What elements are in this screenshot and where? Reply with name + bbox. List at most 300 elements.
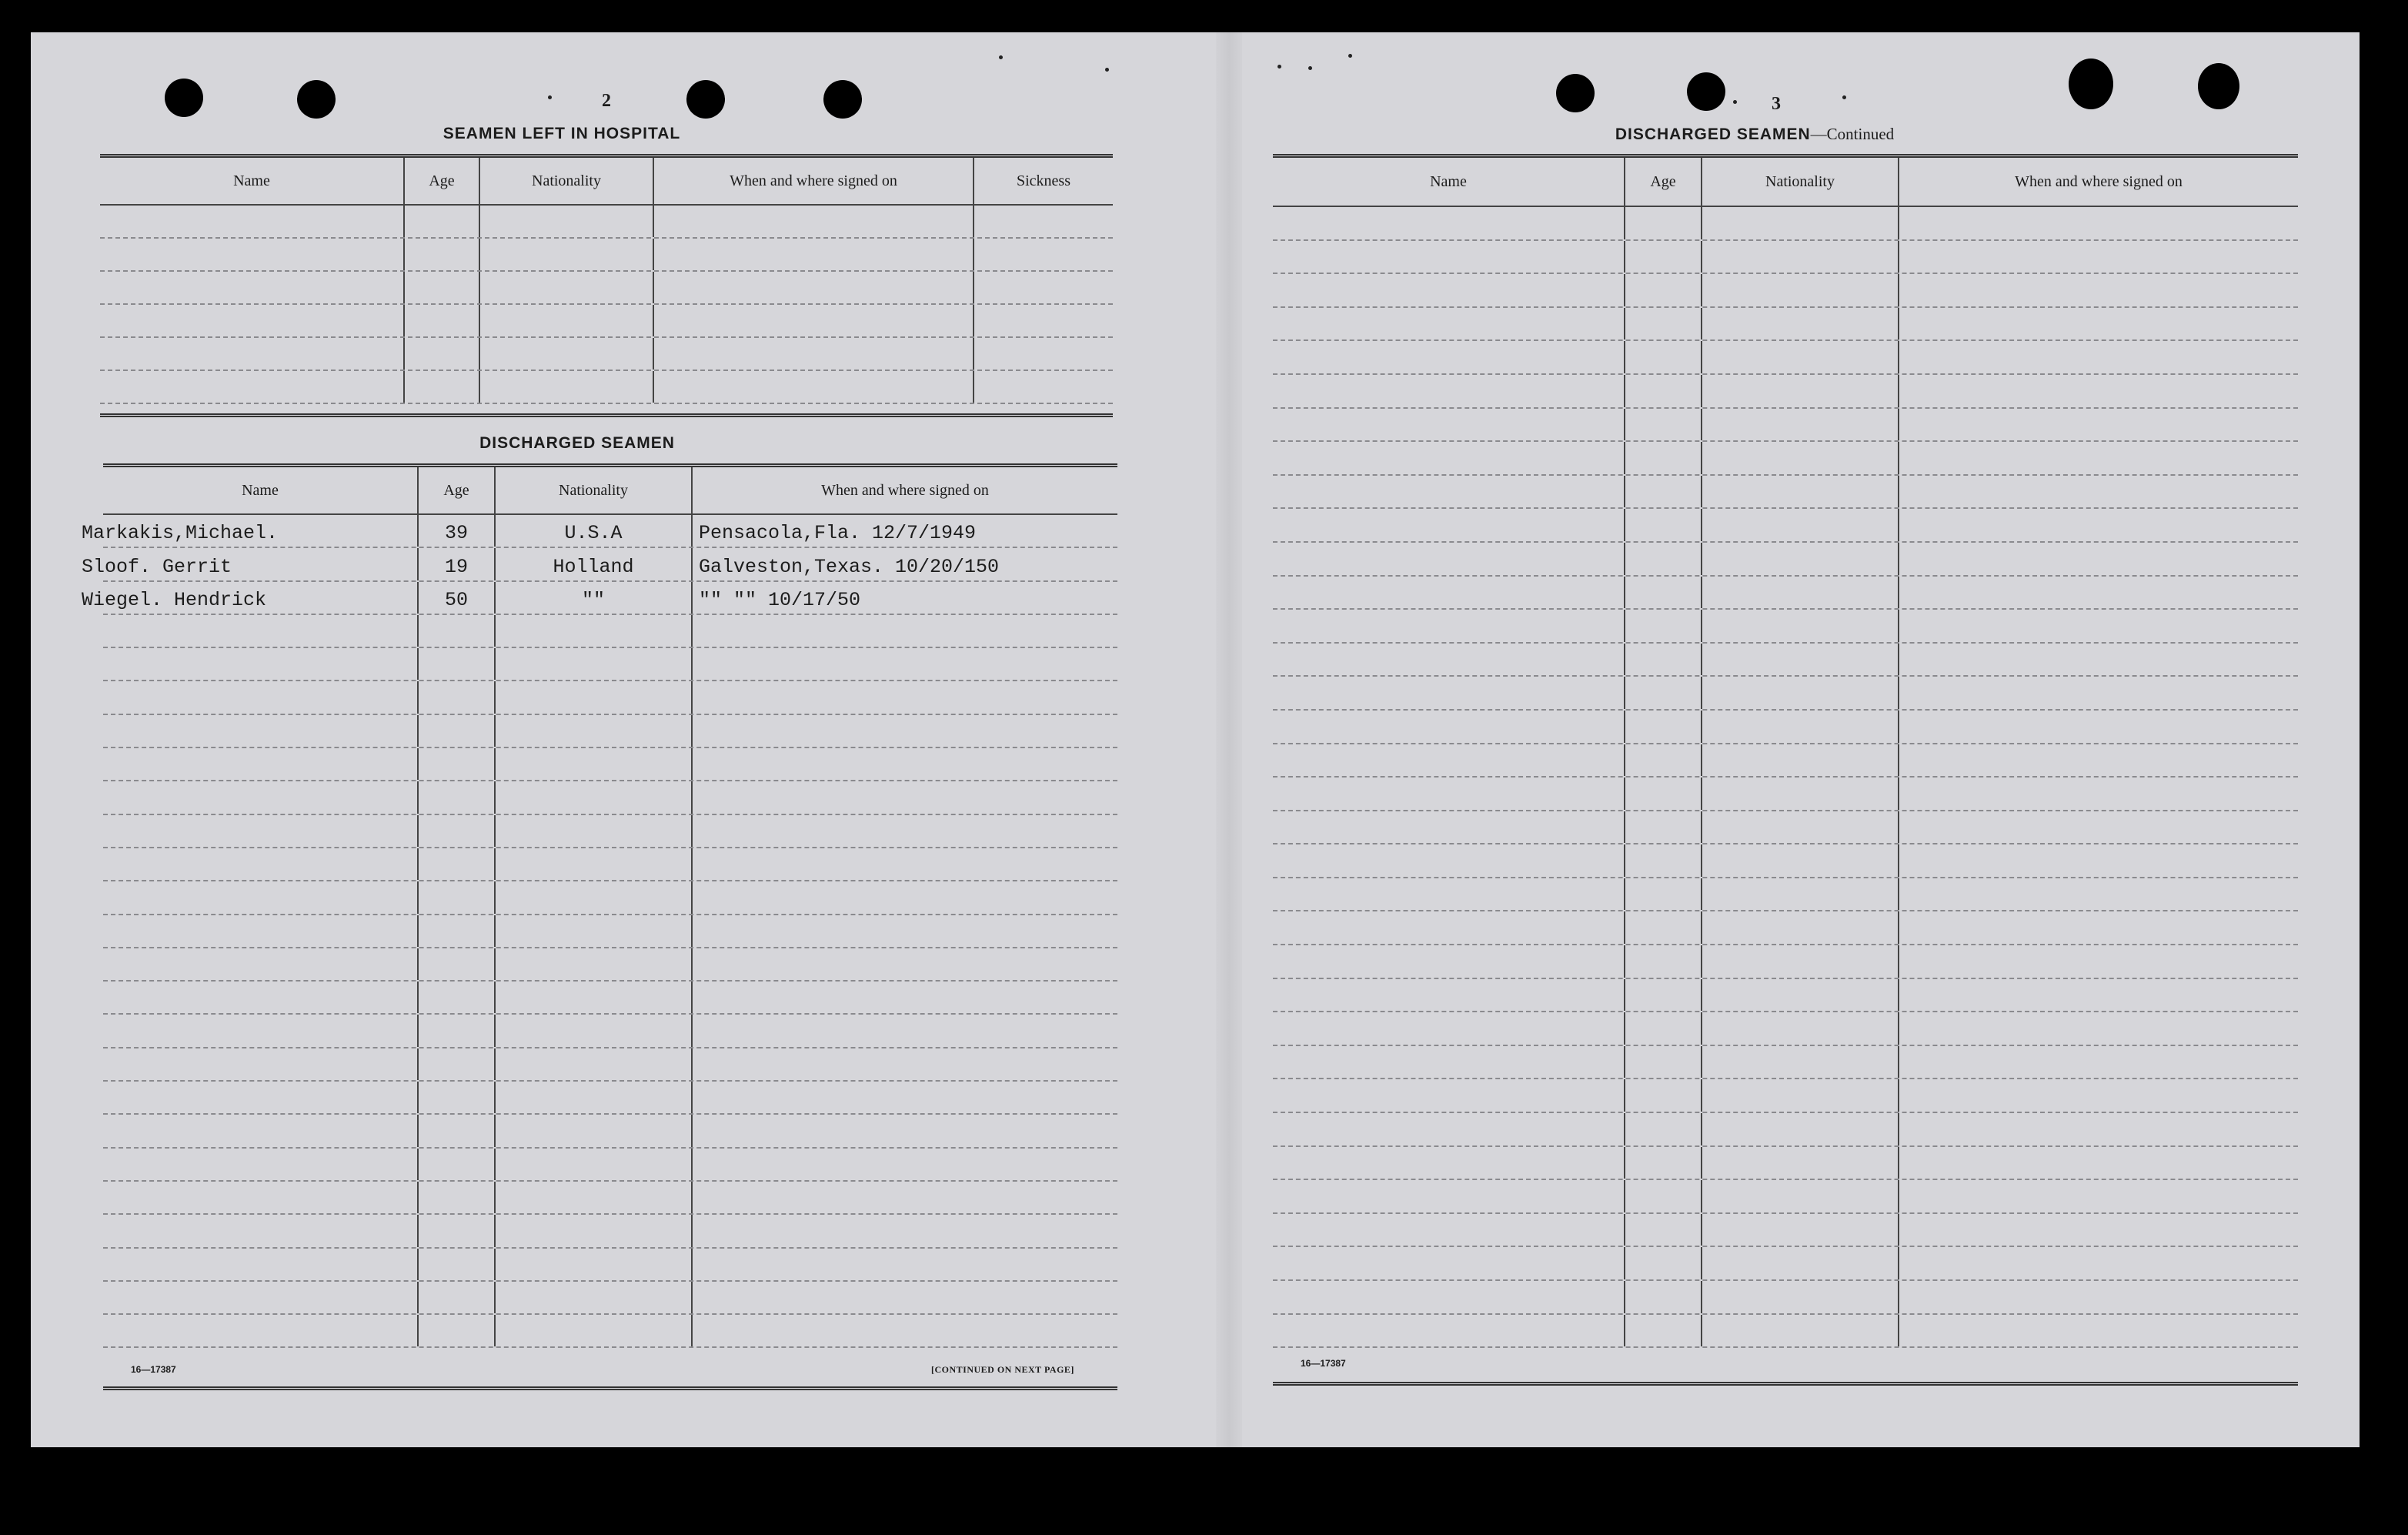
table-row bbox=[103, 1015, 1117, 1048]
cell-nationality bbox=[496, 815, 693, 847]
cell-age bbox=[1625, 1315, 1702, 1347]
column-header-age: Age bbox=[419, 467, 496, 513]
table-row bbox=[103, 781, 1117, 814]
cell-name bbox=[1273, 979, 1625, 1012]
cell-age bbox=[1625, 778, 1702, 810]
punch-hole bbox=[686, 80, 725, 119]
cell-when-and-where-signed-on bbox=[693, 1082, 1117, 1113]
cell-age bbox=[1625, 1012, 1702, 1045]
cell-when-and-where-signed-on bbox=[1899, 811, 2298, 844]
punch-hole bbox=[1556, 74, 1595, 112]
table-row bbox=[1273, 744, 2298, 778]
table-row bbox=[1273, 543, 2298, 577]
cell-name bbox=[1273, 811, 1625, 844]
speck bbox=[548, 95, 552, 99]
page-fold bbox=[1216, 32, 1242, 1447]
cell-nationality bbox=[480, 272, 654, 303]
table-header bbox=[1273, 158, 2298, 207]
table-row bbox=[1273, 878, 2298, 912]
cell-name bbox=[103, 681, 419, 713]
cell-nationality bbox=[1702, 476, 1899, 508]
cell-nationality bbox=[1702, 1247, 1899, 1279]
cell-when-and-where-signed-on: "" "" 10/17/50 bbox=[699, 588, 861, 611]
cell-name bbox=[103, 1282, 419, 1313]
cell-when-and-where-signed-on bbox=[1899, 979, 2298, 1012]
table-row bbox=[1273, 945, 2298, 979]
cell-nationality bbox=[1702, 1012, 1899, 1045]
cell-nationality bbox=[1702, 1079, 1899, 1112]
table-row bbox=[103, 815, 1117, 848]
cell-when-and-where-signed-on bbox=[1899, 207, 2298, 239]
cell-age bbox=[419, 1182, 496, 1213]
cell-age bbox=[1625, 677, 1702, 709]
cell-age bbox=[1625, 844, 1702, 877]
cell-when-and-where-signed-on bbox=[1899, 1012, 2298, 1045]
cell-when-and-where-signed-on bbox=[693, 881, 1117, 913]
cell-age bbox=[419, 1282, 496, 1313]
punch-hole bbox=[823, 80, 862, 119]
table-row bbox=[100, 206, 1113, 239]
table-body bbox=[1273, 207, 2298, 1348]
cell-when-and-where-signed-on bbox=[1899, 241, 2298, 273]
table-header bbox=[103, 467, 1117, 515]
hospital-table bbox=[100, 154, 1113, 417]
cell-nationality bbox=[496, 848, 693, 880]
cell-age bbox=[419, 648, 496, 680]
cell-nationality bbox=[496, 715, 693, 747]
table-row bbox=[1273, 1012, 2298, 1046]
form-code: 16—17387 bbox=[1301, 1358, 1346, 1369]
cell-name bbox=[1273, 409, 1625, 441]
cell-name bbox=[1273, 644, 1625, 676]
cell-age bbox=[419, 982, 496, 1013]
discharged-continued-title bbox=[1562, 125, 1947, 144]
cell-nationality bbox=[1702, 1281, 1899, 1313]
cell-nationality bbox=[480, 206, 654, 237]
table-row bbox=[103, 1282, 1117, 1315]
cell-age bbox=[1625, 1046, 1702, 1079]
cell-sickness bbox=[974, 239, 1113, 270]
cell-nationality bbox=[496, 615, 693, 647]
table-row bbox=[103, 1249, 1117, 1282]
cell-age bbox=[1625, 577, 1702, 609]
cell-age bbox=[1625, 543, 1702, 575]
cell-when-and-where-signed-on bbox=[1899, 1147, 2298, 1179]
table-row bbox=[1273, 844, 2298, 878]
cell-age bbox=[1625, 274, 1702, 306]
table-row bbox=[103, 1149, 1117, 1182]
table-row bbox=[1273, 442, 2298, 476]
cell-age bbox=[1625, 1079, 1702, 1112]
cell-nationality bbox=[1702, 1046, 1899, 1079]
cell-nationality bbox=[1702, 308, 1899, 340]
cell-nationality bbox=[1702, 744, 1899, 777]
cell-sickness bbox=[974, 338, 1113, 370]
column-header-when-and-where-signed-on: When and where signed on bbox=[654, 158, 974, 204]
speck bbox=[1105, 68, 1109, 72]
cell-when-and-where-signed-on bbox=[654, 206, 974, 237]
cell-nationality bbox=[496, 781, 693, 813]
cell-when-and-where-signed-on bbox=[1899, 1281, 2298, 1313]
table-row bbox=[103, 748, 1117, 781]
table-row bbox=[1273, 1214, 2298, 1248]
cell-nationality bbox=[480, 239, 654, 270]
cell-age bbox=[1625, 1147, 1702, 1179]
cell-nationality bbox=[496, 881, 693, 913]
cell-name bbox=[103, 815, 419, 847]
cell-name bbox=[1273, 1079, 1625, 1112]
hospital-section-title: SEAMEN LEFT IN HOSPITAL bbox=[443, 125, 681, 142]
cell-when-and-where-signed-on bbox=[693, 1115, 1117, 1146]
cell-sickness bbox=[974, 272, 1113, 303]
cell-name bbox=[103, 948, 419, 980]
column-header-when-and-where-signed-on: When and where signed on bbox=[821, 481, 989, 499]
cell-nationality bbox=[1702, 207, 1899, 239]
cell-nationality bbox=[1702, 509, 1899, 541]
cell-name bbox=[1273, 1247, 1625, 1279]
cell-age bbox=[1625, 375, 1702, 407]
cell-name bbox=[103, 715, 419, 747]
cell-age bbox=[405, 206, 480, 237]
cell-name bbox=[103, 615, 419, 647]
table-row bbox=[1273, 1180, 2298, 1214]
cell-when-and-where-signed-on bbox=[693, 982, 1117, 1013]
column-header-age: Age bbox=[405, 158, 480, 204]
cell-name bbox=[100, 338, 405, 370]
cell-when-and-where-signed-on bbox=[693, 1315, 1117, 1346]
cell-name bbox=[100, 206, 405, 237]
table-row bbox=[1273, 476, 2298, 510]
section-title-suffix: —Continued bbox=[1810, 125, 1895, 143]
cell-name bbox=[1273, 1180, 1625, 1212]
table-row bbox=[103, 881, 1117, 915]
cell-when-and-where-signed-on bbox=[1899, 375, 2298, 407]
cell-age bbox=[1625, 308, 1702, 340]
cell-age bbox=[1625, 811, 1702, 844]
section-title-text: DISCHARGED SEAMEN bbox=[1615, 125, 1811, 143]
cell-name bbox=[103, 748, 419, 780]
cell-nationality bbox=[1702, 274, 1899, 306]
cell-name bbox=[103, 1115, 419, 1146]
cell-name bbox=[1273, 711, 1625, 743]
cell-name bbox=[103, 982, 419, 1013]
cell-nationality bbox=[496, 1149, 693, 1180]
table-row bbox=[1273, 644, 2298, 677]
cell-age bbox=[419, 1315, 496, 1346]
cell-nationality bbox=[480, 305, 654, 336]
column-header-sickness: Sickness bbox=[1017, 172, 1070, 189]
cell-age bbox=[419, 848, 496, 880]
cell-age bbox=[419, 815, 496, 847]
cell-when-and-where-signed-on: Pensacola,Fla. 12/7/1949 bbox=[699, 522, 977, 545]
table-row bbox=[103, 681, 1117, 714]
table-row bbox=[103, 715, 1117, 748]
cell-name bbox=[1273, 1315, 1625, 1347]
cell-nationality bbox=[1702, 409, 1899, 441]
cell-when-and-where-signed-on bbox=[1899, 476, 2298, 508]
cell-when-and-where-signed-on bbox=[1899, 644, 2298, 676]
speck bbox=[1348, 54, 1352, 58]
cell-nationality bbox=[496, 982, 693, 1013]
table-row bbox=[103, 982, 1117, 1015]
punch-hole bbox=[297, 80, 336, 119]
cell-when-and-where-signed-on bbox=[1899, 844, 2298, 877]
cell-nationality bbox=[480, 371, 654, 403]
cell-name bbox=[1273, 442, 1625, 474]
cell-age bbox=[1625, 1180, 1702, 1212]
cell-sickness bbox=[974, 305, 1113, 336]
cell-nationality: U.S.A bbox=[496, 515, 693, 547]
table-row bbox=[1273, 711, 2298, 744]
table-row bbox=[100, 272, 1113, 305]
table-row bbox=[82, 515, 1117, 548]
cell-name bbox=[103, 1015, 419, 1046]
cell-age bbox=[1625, 979, 1702, 1012]
cell-name bbox=[103, 1215, 419, 1246]
table-row bbox=[1273, 1046, 2298, 1080]
cell-name bbox=[1273, 207, 1625, 239]
cell-age bbox=[1625, 476, 1702, 508]
cell-when-and-where-signed-on bbox=[693, 1048, 1117, 1080]
cell-name bbox=[1273, 476, 1625, 508]
cell-name bbox=[100, 239, 405, 270]
cell-age bbox=[1625, 1247, 1702, 1279]
table-row bbox=[1273, 341, 2298, 375]
cell-when-and-where-signed-on bbox=[693, 915, 1117, 947]
cell-nationality bbox=[496, 1015, 693, 1046]
cell-nationality bbox=[496, 748, 693, 780]
column-header-name: Name bbox=[1273, 158, 1625, 206]
table-row bbox=[1273, 1315, 2298, 1349]
cell-nationality bbox=[496, 948, 693, 980]
table-row bbox=[1273, 375, 2298, 409]
punch-hole bbox=[165, 79, 203, 117]
cell-when-and-where-signed-on bbox=[1899, 409, 2298, 441]
cell-name bbox=[1273, 1012, 1625, 1045]
cell-age bbox=[419, 1082, 496, 1113]
cell-name bbox=[100, 272, 405, 303]
cell-when-and-where-signed-on bbox=[693, 648, 1117, 680]
cell-when-and-where-signed-on bbox=[1899, 1315, 2298, 1347]
punch-hole bbox=[2069, 59, 2113, 109]
cell-age bbox=[1625, 610, 1702, 642]
cell-name bbox=[103, 1315, 419, 1346]
manifest-sheet bbox=[31, 32, 2360, 1447]
cell-name: Markakis,Michael. bbox=[82, 515, 419, 547]
cell-nationality bbox=[1702, 610, 1899, 642]
cell-name bbox=[1273, 1113, 1625, 1145]
cell-when-and-where-signed-on bbox=[1899, 543, 2298, 575]
column-header-name: Name bbox=[100, 158, 405, 204]
table-row bbox=[100, 338, 1113, 371]
cell-when-and-where-signed-on bbox=[693, 681, 1117, 713]
continued-note: [CONTINUED ON NEXT PAGE] bbox=[931, 1364, 1074, 1375]
cell-name bbox=[1273, 577, 1625, 609]
cell-age: 50 bbox=[419, 582, 496, 614]
cell-when-and-where-signed-on bbox=[1899, 744, 2298, 777]
cell-name bbox=[1273, 1046, 1625, 1079]
table-row bbox=[1273, 1079, 2298, 1113]
cell-age bbox=[419, 915, 496, 947]
cell-name bbox=[1273, 308, 1625, 340]
cell-age bbox=[419, 1115, 496, 1146]
cell-nationality bbox=[1702, 945, 1899, 978]
cell-when-and-where-signed-on bbox=[693, 748, 1117, 780]
cell-age bbox=[1625, 1281, 1702, 1313]
speck bbox=[1277, 65, 1281, 69]
cell-when-and-where-signed-on bbox=[693, 1282, 1117, 1313]
discharged-table bbox=[82, 463, 1117, 1390]
table-row bbox=[1273, 207, 2298, 241]
cell-name bbox=[1273, 509, 1625, 541]
cell-when-and-where-signed-on bbox=[693, 781, 1117, 813]
table-body bbox=[100, 206, 1113, 404]
column-header-nationality: Nationality bbox=[1702, 158, 1899, 206]
cell-nationality bbox=[496, 1249, 693, 1280]
cell-nationality bbox=[496, 915, 693, 947]
cell-nationality bbox=[1702, 878, 1899, 911]
cell-name bbox=[103, 648, 419, 680]
punch-hole bbox=[1687, 72, 1725, 111]
cell-age: 39 bbox=[419, 515, 496, 547]
table-row bbox=[103, 1082, 1117, 1115]
cell-name bbox=[100, 371, 405, 403]
cell-age bbox=[1625, 711, 1702, 743]
table-row bbox=[103, 915, 1117, 948]
cell-name bbox=[103, 1249, 419, 1280]
cell-nationality bbox=[1702, 979, 1899, 1012]
cell-when-and-where-signed-on bbox=[693, 1149, 1117, 1180]
cell-nationality bbox=[496, 1082, 693, 1113]
cell-age bbox=[1625, 509, 1702, 541]
cell-when-and-where-signed-on bbox=[654, 272, 974, 303]
cell-age bbox=[1625, 409, 1702, 441]
cell-when-and-where-signed-on bbox=[1899, 509, 2298, 541]
cell-nationality bbox=[496, 1115, 693, 1146]
cell-when-and-where-signed-on bbox=[693, 615, 1117, 647]
cell-name bbox=[1273, 1147, 1625, 1179]
table-row bbox=[103, 948, 1117, 982]
cell-age bbox=[419, 1048, 496, 1080]
table-row bbox=[100, 239, 1113, 272]
table-row bbox=[100, 371, 1113, 404]
cell-nationality bbox=[1702, 911, 1899, 944]
table-row bbox=[103, 1182, 1117, 1215]
cell-name bbox=[1273, 677, 1625, 709]
discharged-section-title: DISCHARGED SEAMEN bbox=[479, 434, 675, 452]
cell-nationality bbox=[1702, 543, 1899, 575]
cell-when-and-where-signed-on bbox=[1899, 610, 2298, 642]
table-row bbox=[1273, 778, 2298, 811]
table-row bbox=[1273, 1113, 2298, 1147]
cell-name: Wiegel. Hendrick bbox=[82, 582, 419, 614]
cell-when-and-where-signed-on bbox=[693, 715, 1117, 747]
cell-nationality bbox=[480, 338, 654, 370]
cell-age bbox=[405, 272, 480, 303]
cell-name bbox=[1273, 844, 1625, 877]
cell-when-and-where-signed-on bbox=[693, 948, 1117, 980]
cell-when-and-where-signed-on bbox=[1899, 1113, 2298, 1145]
speck bbox=[1733, 100, 1737, 104]
cell-name bbox=[103, 781, 419, 813]
table-row bbox=[1273, 1281, 2298, 1315]
cell-when-and-where-signed-on bbox=[693, 815, 1117, 847]
cell-age bbox=[419, 1015, 496, 1046]
cell-nationality bbox=[1702, 644, 1899, 676]
cell-name bbox=[1273, 1281, 1625, 1313]
cell-nationality bbox=[496, 1048, 693, 1080]
cell-when-and-where-signed-on bbox=[1899, 308, 2298, 340]
cell-name bbox=[103, 848, 419, 880]
page-number: 3 bbox=[1772, 94, 1781, 114]
table-row bbox=[1273, 610, 2298, 644]
cell-when-and-where-signed-on bbox=[1899, 911, 2298, 944]
cell-sickness bbox=[974, 371, 1113, 403]
table-row bbox=[1273, 1247, 2298, 1281]
table-row bbox=[1273, 1147, 2298, 1181]
cell-name bbox=[103, 1149, 419, 1180]
cell-when-and-where-signed-on bbox=[1899, 677, 2298, 709]
cell-when-and-where-signed-on bbox=[1899, 1180, 2298, 1212]
discharged-continued-table bbox=[1273, 154, 2298, 1386]
column-header-name: Name bbox=[103, 467, 419, 513]
cell-when-and-where-signed-on bbox=[693, 1249, 1117, 1280]
cell-name bbox=[1273, 878, 1625, 911]
cell-when-and-where-signed-on bbox=[1899, 1214, 2298, 1246]
cell-when-and-where-signed-on: Galveston,Texas. 10/20/150 bbox=[699, 555, 1000, 578]
cell-when-and-where-signed-on bbox=[693, 1182, 1117, 1213]
cell-name bbox=[103, 1182, 419, 1213]
page-number: 2 bbox=[602, 91, 611, 111]
cell-name bbox=[1273, 911, 1625, 944]
cell-name: Sloof. Gerrit bbox=[82, 548, 419, 580]
cell-when-and-where-signed-on bbox=[1899, 878, 2298, 911]
cell-when-and-where-signed-on bbox=[654, 371, 974, 403]
cell-name bbox=[1273, 274, 1625, 306]
cell-age bbox=[1625, 878, 1702, 911]
cell-when-and-where-signed-on bbox=[654, 239, 974, 270]
cell-age bbox=[405, 239, 480, 270]
table-row bbox=[1273, 677, 2298, 711]
cell-nationality bbox=[496, 1215, 693, 1246]
cell-name bbox=[1273, 744, 1625, 777]
cell-age bbox=[405, 371, 480, 403]
cell-nationality bbox=[496, 1282, 693, 1313]
cell-nationality bbox=[1702, 577, 1899, 609]
cell-age bbox=[419, 748, 496, 780]
cell-name bbox=[103, 1082, 419, 1113]
cell-age bbox=[419, 715, 496, 747]
cell-age bbox=[419, 881, 496, 913]
cell-nationality bbox=[1702, 341, 1899, 373]
cell-nationality bbox=[1702, 778, 1899, 810]
cell-nationality: Holland bbox=[496, 548, 693, 580]
cell-when-and-where-signed-on bbox=[1899, 274, 2298, 306]
cell-nationality bbox=[1702, 811, 1899, 844]
table-row bbox=[82, 548, 1117, 581]
cell-when-and-where-signed-on bbox=[1899, 1046, 2298, 1079]
cell-age bbox=[1625, 207, 1702, 239]
cell-age bbox=[419, 1149, 496, 1180]
column-header-nationality: Nationality bbox=[496, 467, 693, 513]
cell-age bbox=[1625, 911, 1702, 944]
cell-age bbox=[1625, 341, 1702, 373]
cell-sickness bbox=[974, 206, 1113, 237]
cell-age bbox=[1625, 644, 1702, 676]
table-row bbox=[1273, 409, 2298, 443]
cell-when-and-where-signed-on bbox=[1899, 577, 2298, 609]
cell-nationality bbox=[1702, 844, 1899, 877]
